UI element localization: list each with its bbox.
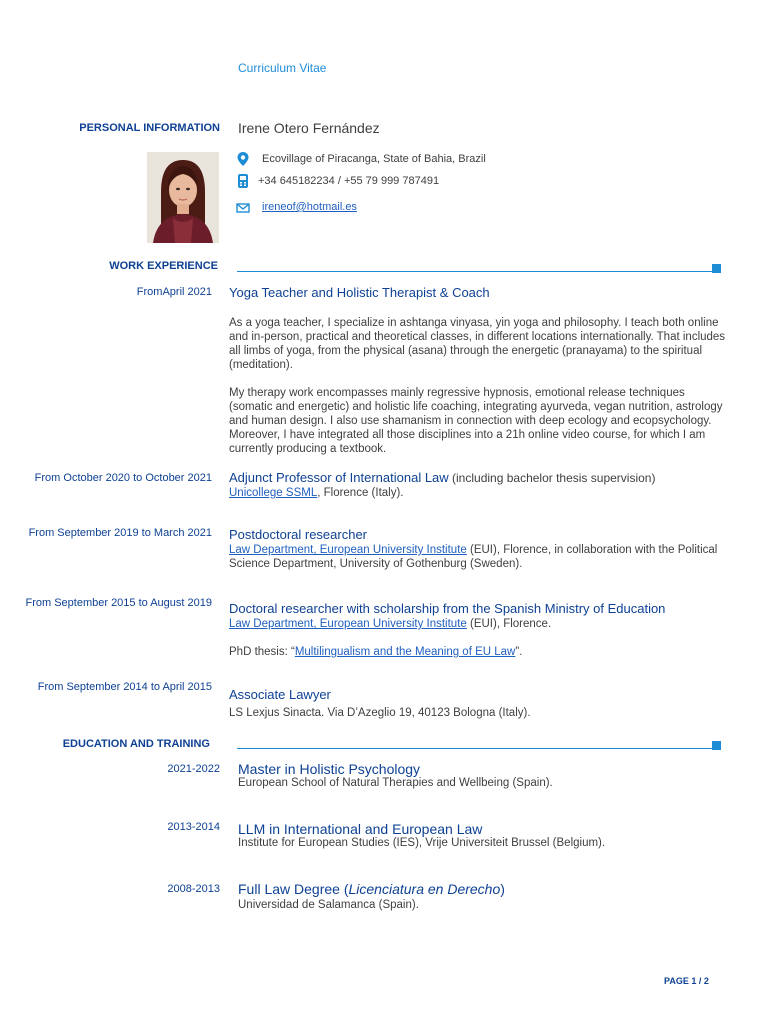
work-description-1b: My therapy work encompasses mainly regressive hypnosis, emotional release techniques (somatic and energetic) and holistic life coaching, integrating ayurveda, vegan nutrition, astrology and human design. I also use shamanism in connection with deep ecology and ecopsychology. Moreover, I have integrated all those disciplines into a 21h online video course, for which I am currently producing a textbook. [229,387,723,455]
thesis-suffix: ”. [515,646,523,658]
work-date-2: From October 2020 to October 2021 [34,472,212,484]
work-org-3-rest: (EUI), Florence, in collaboration with the Political Science Department, University of Gothenburg (Sweden). [229,544,718,570]
contact-address [236,151,486,167]
edu-title-3-a: Full Law Degree ( [238,881,349,897]
edu-title-3-italic: Licenciatura en Derecho [348,881,501,897]
edu-title-3-c: ) [500,881,505,897]
work-date-4: From September 2015 to August 2019 [25,597,212,609]
thesis-link[interactable]: Multilingualism and the Meaning of EU Law [294,646,516,658]
work-title-3: Postdoctoral researcher [229,527,368,542]
org-link-eui-1[interactable]: Law Department, European University Institute [229,544,467,556]
work-title-5: Associate Lawyer [229,687,331,702]
contact-phone [236,173,439,189]
edu-org-1: European School of Natural Therapies and Wellbeing (Spain). [238,777,553,789]
org-link-eui-2[interactable]: Law Department, European University Institute [229,618,467,630]
work-date-1: FromApril 2021 [136,286,212,298]
work-org-3 [229,543,729,571]
section-label-education: EDUCATION AND TRAINING [62,738,210,750]
profile-photo-image [147,152,219,243]
work-title-1: Yoga Teacher and Holistic Therapist & Coach [229,285,490,300]
work-description-1a: As a yoga teacher, I specialize in ashtanga vinyasa, yin yoga and philosophy. I teach both online and in-person, practical and theoretical classes, in different locations internationally. That includes all limbs of yoga, from the physical (asana) through the energetic (pranayama) to the spiritual (meditation). [229,317,726,371]
email-link[interactable]: ireneof@hotmail.es [262,201,357,213]
work-date-5: From September 2014 to April 2015 [37,681,212,693]
edu-date-3: 2008-2013 [167,883,220,895]
location-pin-icon [236,151,252,167]
work-org-2 [229,486,729,500]
work-thesis-4 [229,645,729,659]
address-text: Ecovillage of Piracanga, State of Bahia, Brazil [262,153,486,165]
work-org-4-rest: (EUI), Florence. [466,618,552,630]
phone-text: +34 645182234 / +55 79 999 787491 [258,175,440,187]
section-divider-marker [712,264,721,273]
work-date-3: From September 2019 to March 2021 [28,527,212,539]
phone-icon [236,173,252,189]
contact-email [236,199,357,215]
section-label-personal-information: PERSONAL INFORMATION [79,122,220,134]
envelope-icon [236,199,252,215]
work-title-2-sub: (including bachelor thesis supervision) [448,471,656,485]
section-label-work-experience: WORK EXPERIENCE [109,260,218,272]
cv-title: Curriculum Vitae [238,61,327,75]
edu-org-3: Universidad de Salamanca (Spain). [238,899,419,911]
org-link-unicollege[interactable]: Unicollege SSML [229,487,318,499]
edu-title-3 [238,881,505,897]
edu-title-1: Master in Holistic Psychology [238,761,421,777]
edu-title-2: LLM in International and European Law [238,821,483,837]
thesis-prefix: PhD thesis: “ [229,646,295,658]
section-divider-work [237,271,721,272]
page-number: PAGE 1 / 2 [664,976,709,986]
profile-photo [147,152,219,243]
work-title-2-main: Adjunct Professor of International Law [229,470,449,485]
section-divider-marker [712,741,721,750]
work-org-5: LS Lexjus Sinacta. Via D’Azeglio 19, 40123 Bologna (Italy). [229,707,531,719]
person-name: Irene Otero Fernández [238,120,380,136]
edu-org-2: Institute for European Studies (IES), Vrije Universiteit Brussel (Belgium). [238,837,606,849]
edu-date-1: 2021-2022 [167,763,220,775]
work-org-2-rest: , Florence (Italy). [317,487,404,499]
edu-date-2: 2013-2014 [167,821,220,833]
work-org-4 [229,617,729,631]
section-divider-education [237,748,721,749]
work-title-2 [229,470,655,485]
work-title-4: Doctoral researcher with scholarship from the Spanish Ministry of Education [229,601,666,616]
